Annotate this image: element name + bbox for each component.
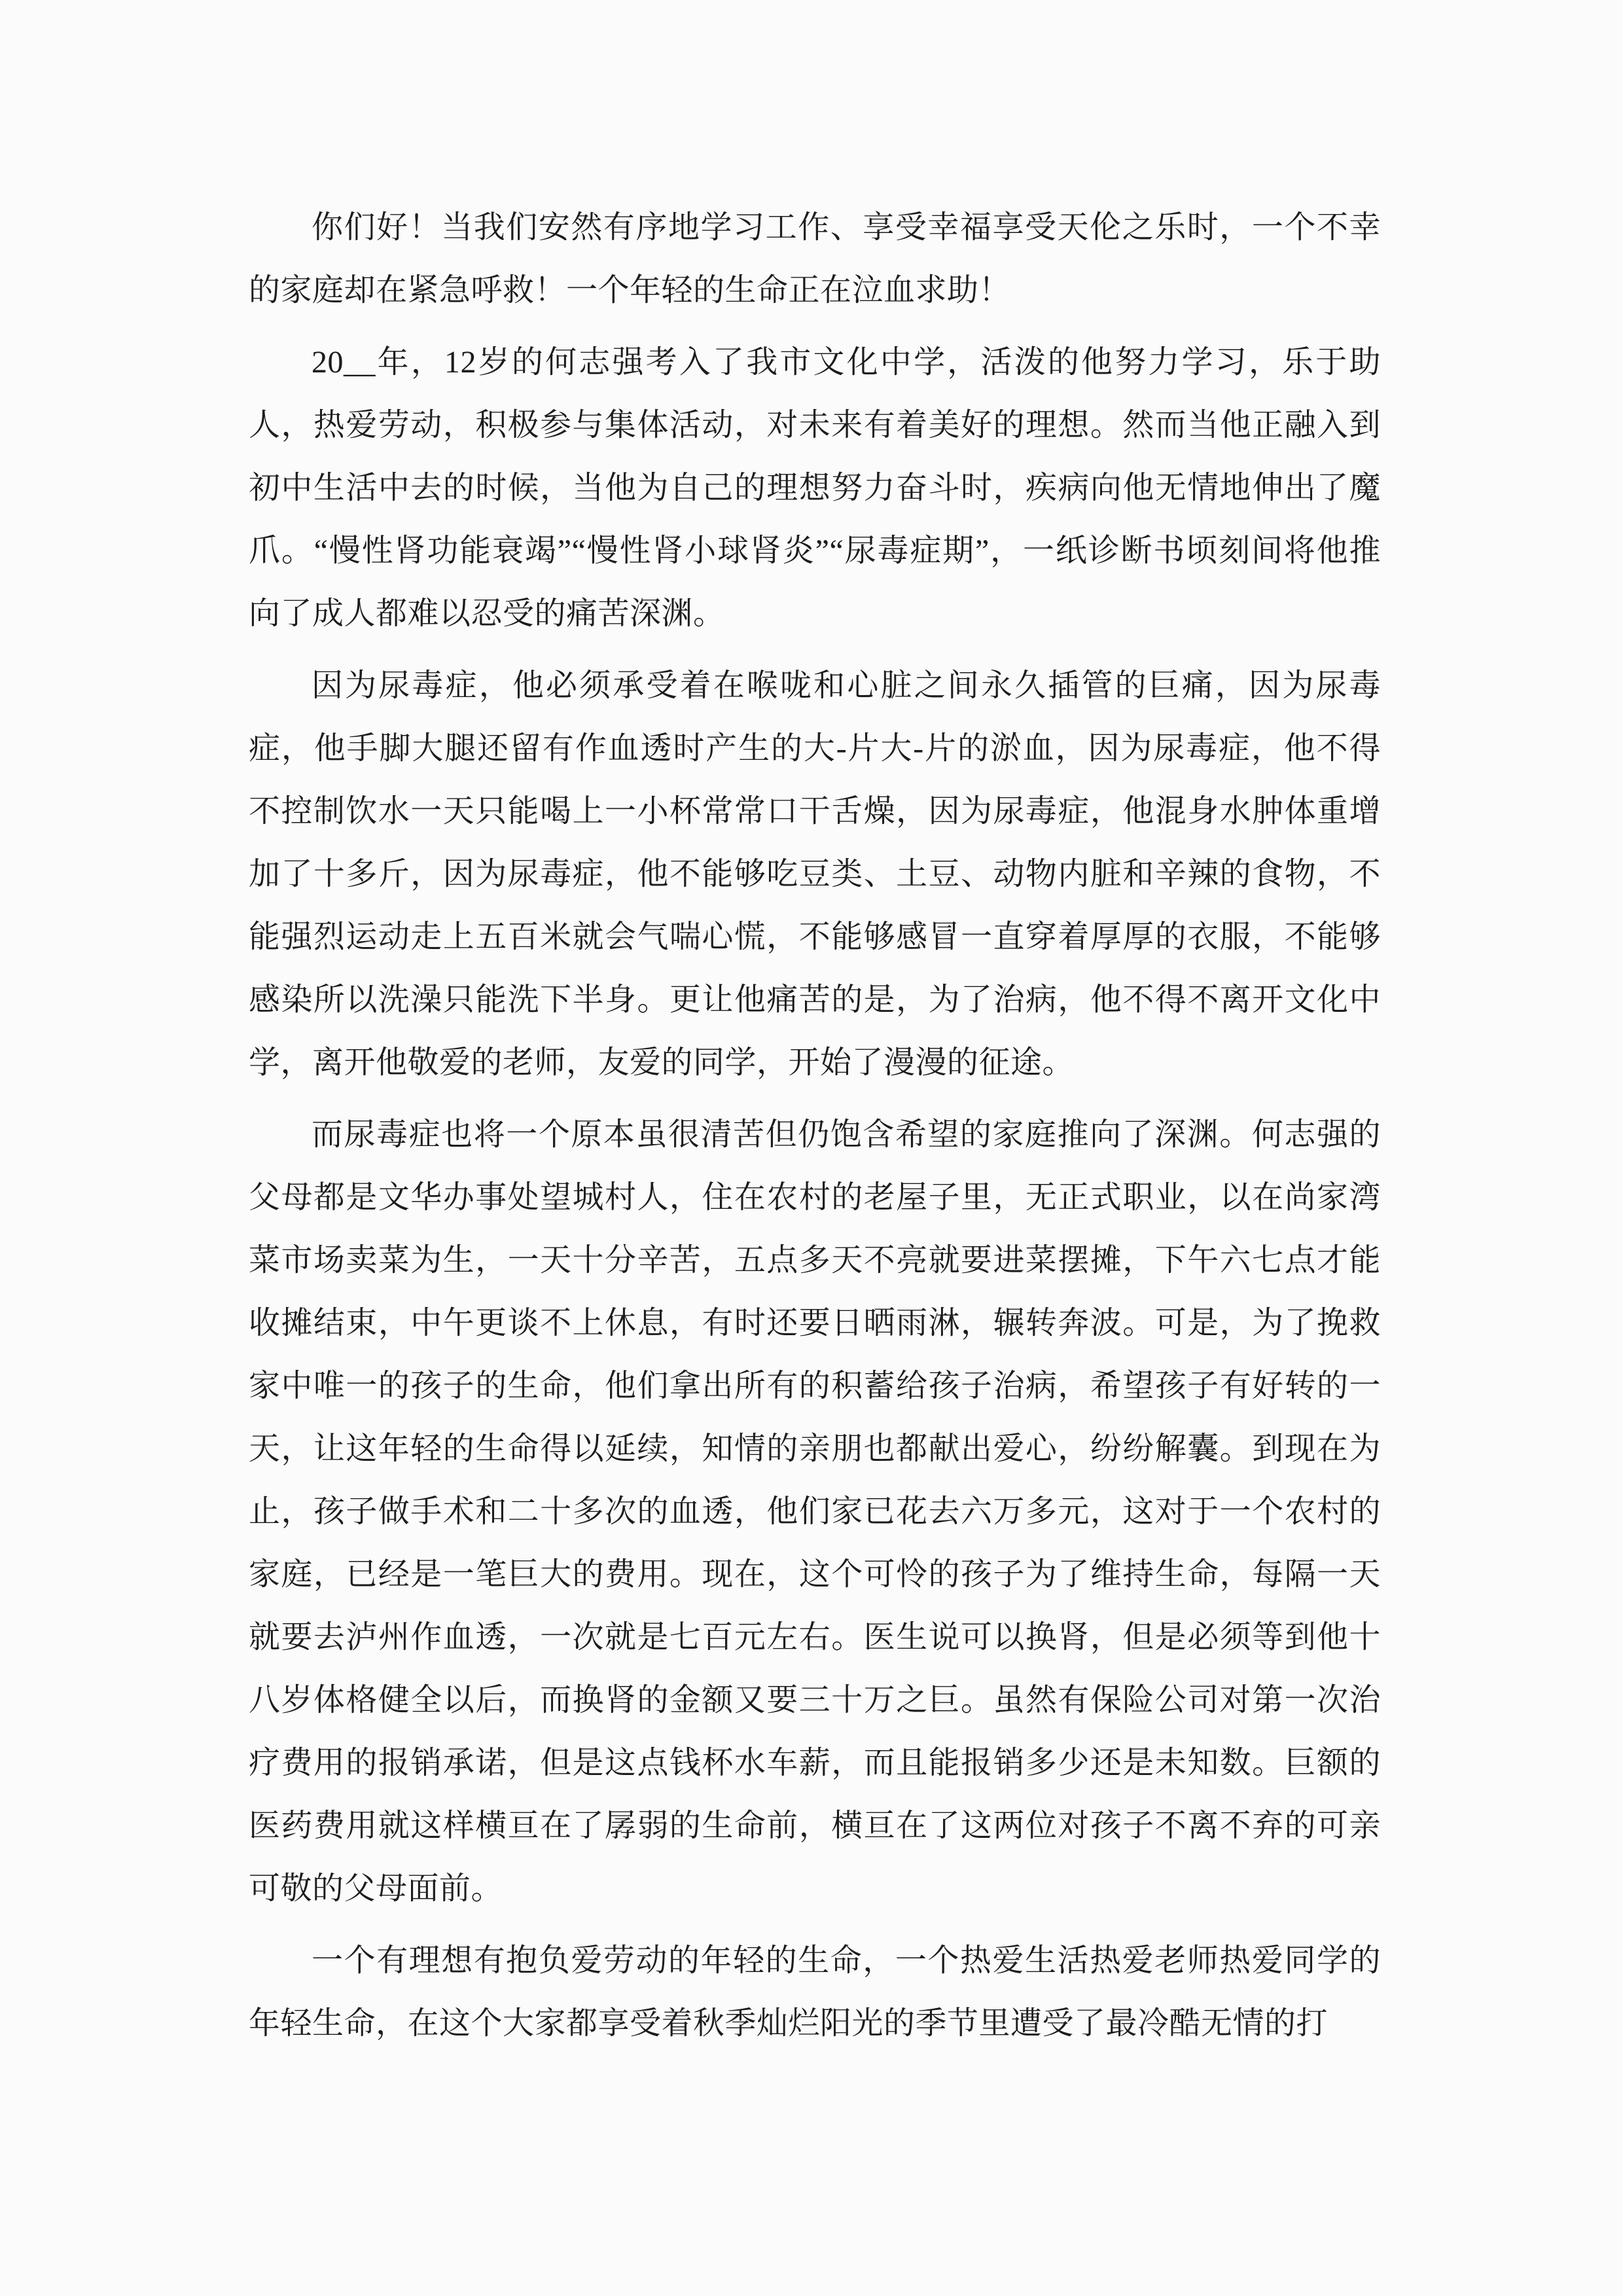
paragraph: 一个有理想有抱负爱劳动的年轻的生命，一个热爱生活热爱老师热爱同学的年轻生命，在这个大家都享受着秋季灿烂阳光的季节里遭受了最冷酷无情的打 (249, 1943, 1381, 2041)
paragraph: 而尿毒症也将一个原本虽很清苦但仍饱含希望的家庭推向了深渊。何志强的父母都是文华办事处望城村人，住在农村的老屋子里，无正式职业，以在尚家湾菜市场卖菜为生，一天十分辛苦，五点多天不亮就要进菜摆摊，下午六七点才能收摊结束，中午更谈不上休息，有时还要日晒雨淋，辗转奔波。可是，为了挽救家中唯一的孩子的生命，他们拿出所有的积蓄给孩子治病，希望孩子有好转的一天，让这年轻的生命得以延续，知情的亲朋也都献出爱心，纷纷解囊。到现在为止，孩子做手术和二十多次的血透，他们家已花去六万多元，这对于一个农村的家庭，已经是一笔巨大的费用。现在，这个可怜的孩子为了维持生命，每隔一天就要去泸州作血透，一次就是七百元左右。医生说可以换肾，但是必须等到他十八岁体格健全以后，而换肾的金额又要三十万之巨。虽然有保险公司对第一次治疗费用的报销承诺，但是这点钱杯水车薪，而且能报销多少还是未知数。巨额的医药费用就这样横亘在了孱弱的生命前，横亘在了这两位对孩子不离不弃的可亲可敬的父母面前。 (249, 1117, 1381, 1906)
letter-body (249, 196, 1381, 2055)
paragraph: 20__年，12岁的何志强考入了我市文化中学，活泼的他努力学习，乐于助人，热爱劳动，积极参与集体活动，对未来有着美好的理想。然而当他正融入到初中生活中去的时候，当他为自己的理想努力奋斗时，疾病向他无情地伸出了魔爪。“慢性肾功能衰竭”“慢性肾小球肾炎”“尿毒症期”，一纸诊断书顷刻间将他推向了成人都难以忍受的痛苦深渊。 (249, 345, 1381, 631)
paragraph: 因为尿毒症，他必须承受着在喉咙和心脏之间永久插管的巨痛，因为尿毒症，他手脚大腿还留有作血透时产生的大-片大-片的淤血，因为尿毒症，他不得不控制饮水一天只能喝上一小杯常常口干舌燥，因为尿毒症，他混身水肿体重增加了十多斤，因为尿毒症，他不能够吃豆类、土豆、动物内脏和辛辣的食物，不能强烈运动走上五百米就会气喘心慌，不能够感冒一直穿着厚厚的衣服，不能够感染所以洗澡只能洗下半身。更让他痛苦的是，为了治病，他不得不离开文化中学，离开他敬爱的老师，友爱的同学，开始了漫漫的征途。 (249, 668, 1381, 1080)
paragraph: 你们好！当我们安然有序地学习工作、享受幸福享受天伦之乐时，一个不幸的家庭却在紧急呼救！一个年轻的生命正在泣血求助！ (249, 210, 1381, 308)
